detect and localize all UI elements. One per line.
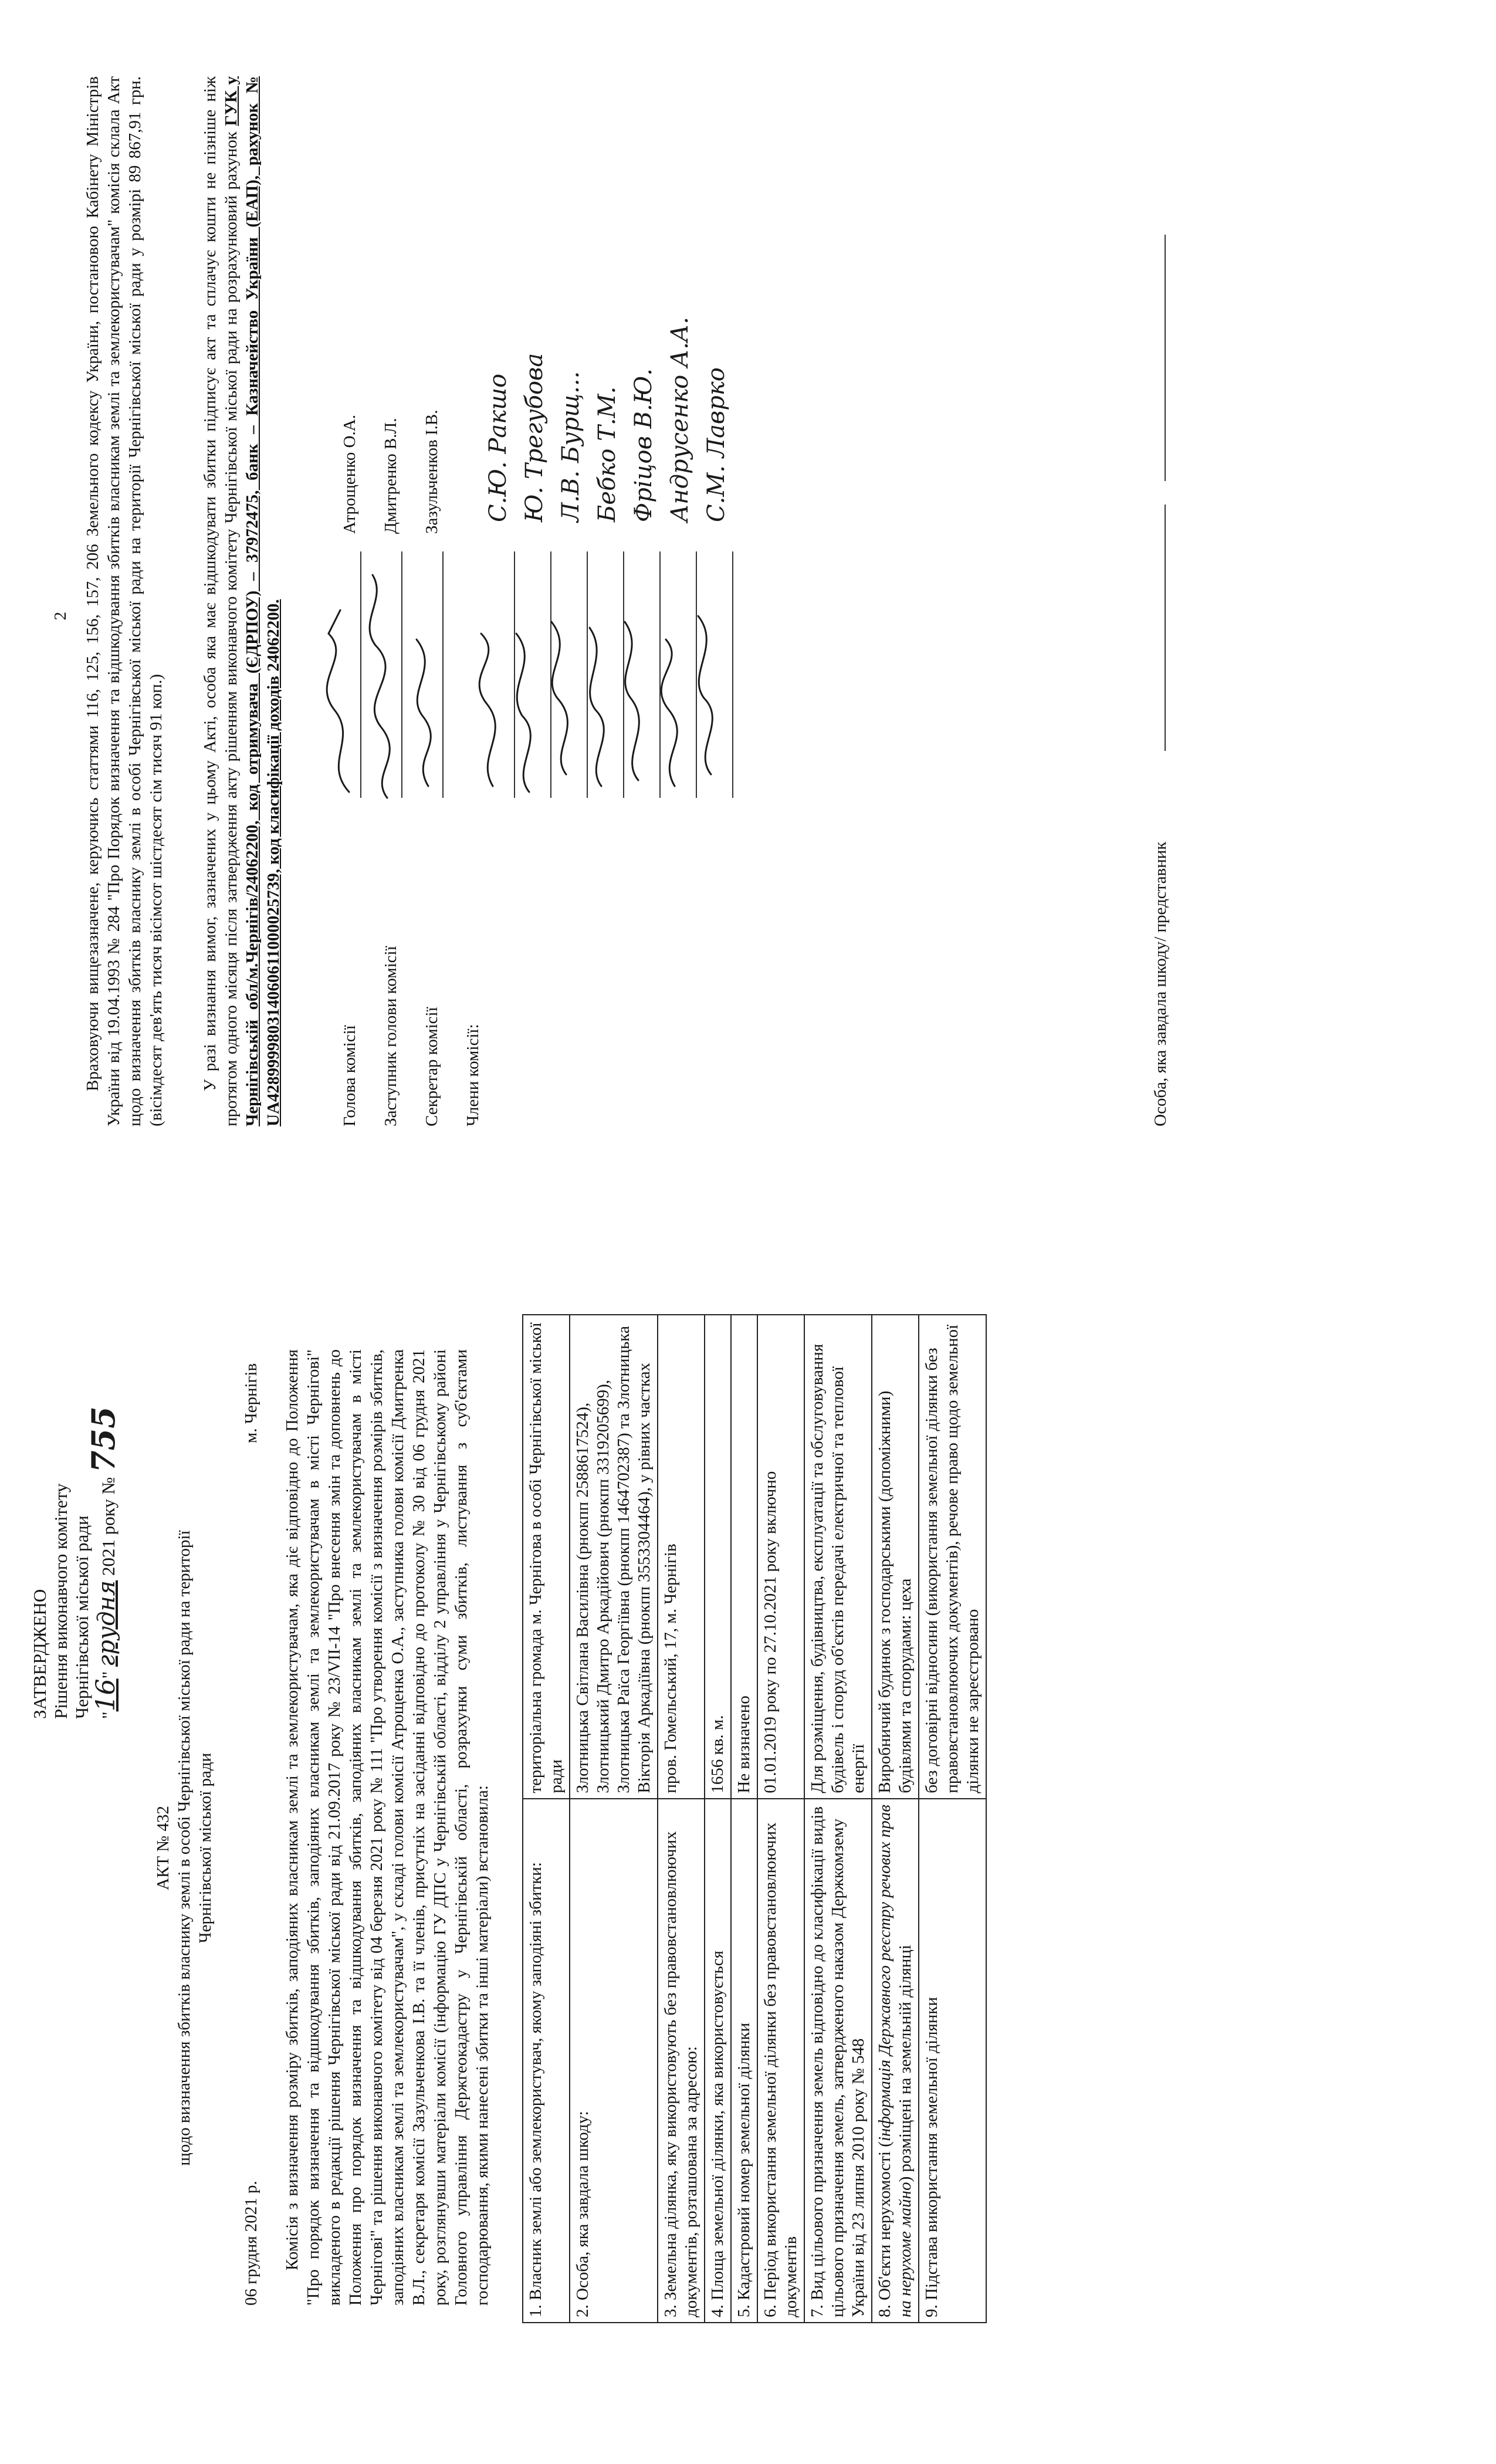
table-row bbox=[705, 1315, 731, 2323]
table-cell-label: 7. Вид цільового призначення земель відповідно до класифікації видів цільового призначення земель, затвердженого наказом Держкомзему України від 23 липня 2010 року № 548 bbox=[804, 1799, 872, 2323]
details-table bbox=[522, 1314, 987, 2323]
table-cell-label: 3. Земельна ділянка, яку використовують без правовстановлюючих документів, розташована за адресою: bbox=[658, 1799, 705, 2323]
table-row bbox=[872, 1315, 919, 2323]
signatures-block bbox=[329, 70, 974, 1126]
member-signature-row: Ю. Трегубова bbox=[517, 153, 554, 798]
table-cell-label: 5. Кадастровий номер земельної ділянки bbox=[731, 1799, 757, 2323]
table-cell-label: 2. Особа, яка завдала шкоду: bbox=[570, 1799, 658, 2323]
table-cell-value: 01.01.2019 року по 27.10.2021 року включно bbox=[757, 1315, 804, 1799]
conclusion-paragraph: Враховуючи вищезазначене, керуючись статтями 116, 125, 156, 157, 206 Земельного кодексу України, постановою Кабінету Міністрів України від 19.04.1993 № 284 "Про Порядок визначення та відшкодування збитків власникам землі та землекористувачам" комісія склала Акт щодо визначення збитків власнику землі в особі Чернігівської міської ради на території Чернігівської міської ради у розмірі 89 867,91 грн. (вісімдесят дев'ять тисяч вісімсот шістдесят сім тисяч 91 коп.) bbox=[83, 76, 165, 1126]
member-signature-1 bbox=[479, 634, 495, 786]
approval-line-1: Рішення виконавчого комітету bbox=[50, 1483, 71, 1719]
approval-number: 755 bbox=[84, 1406, 122, 1473]
approval-month: грудня bbox=[93, 1580, 120, 1667]
approval-block bbox=[29, 1308, 122, 1719]
table-row bbox=[919, 1315, 986, 2323]
handwritten-signatures bbox=[317, 516, 763, 810]
chair-signature bbox=[327, 610, 349, 792]
act-date: 06 грудня 2021 р. bbox=[242, 2181, 260, 2306]
act-city: м. Чернігів bbox=[242, 1363, 260, 1443]
table-row bbox=[757, 1315, 804, 2323]
offender-signature-line bbox=[1165, 505, 1166, 751]
table-cell-value: територіальна громада м. Чернігова в особі Чернігівської міської ради bbox=[523, 1315, 570, 1799]
member-signature-row: Бебко Т.М. bbox=[590, 153, 627, 798]
member-signature-4 bbox=[590, 628, 604, 786]
table-cell-label: 6. Період використання земельної ділянки без правовстановлюючих документів bbox=[757, 1799, 804, 2323]
member-signature-7 bbox=[698, 616, 712, 774]
table-cell-value: Для розміщення, будівництва, експлуатації та обслуговування будівель і споруд об'єктів передачі електричної та теплової енергії bbox=[804, 1315, 872, 1799]
secretary-signature bbox=[417, 639, 431, 786]
signature-row-secretary: Секретар комісії Зазульченков І.В. bbox=[411, 246, 446, 1126]
table-cell-value: Не визначено bbox=[731, 1315, 757, 1799]
member-signature-6 bbox=[661, 639, 677, 786]
approval-year: 2021 року № bbox=[98, 1477, 119, 1576]
table-cell-label: 8. Об'єкти нерухомості (інформація Державного реєстру речових прав на нерухоме майно) розміщені на земельній ділянці bbox=[872, 1799, 919, 2323]
table-cell-label: 4. Площа земельної ділянки, яка використовується bbox=[705, 1799, 731, 2323]
table-cell-value: Злотницька Світлана Василівна (рнокпп 2588617524), Злотницький Дмитро Аркадійович (рнокпп 3319205699), Злотницька Раїса Георгіївна (рнокпп 1464702387) та Злотницька Вікторія Аркадіївна (рнокпп 3553304464), у рівних частках bbox=[570, 1315, 658, 1799]
table-cell-value: 1656 кв. м. bbox=[705, 1315, 731, 1799]
act-title: АКТ № 432 bbox=[154, 1806, 172, 1890]
table-cell-value: пров. Гомельський, 17, м. Чернігів bbox=[658, 1315, 705, 1799]
signature-row-chair: Голова комісії Атрощенко О.А. bbox=[329, 246, 364, 1126]
act-intro: Комісія з визначення розміру збитків, заподіяних власникам землі та землекористувачам, яка діє відповідно до Положення "Про порядок визначення та відшкодування збитків, заподіяних власникам землі та землекористувачам в місті Чернігові" викладеного в редакції рішення Чернігівської міської ради від 21.09.2017 року № 23/VII-14 "Про внесення змін та доповнень до Положення про порядок визначення та відшкодування збитків, заподіяних власникам землі та землекористувачам в місті Чернігові" та рішення виконавчого комітету від 04 березня 2021 року № 111 "Про утворення комісії з визначення розмірів збитків, заподіяних власникам землі та землекористувачам", у складі голови комісії Атрощенка О.А., заступника голови комісії Дмитренка В.Л., секретаря комісії Зазульченкова І.В. та її членів, присутніх на засіданні відповідно до протоколу № 30 від 06 грудня 2021 року, розглянувши матеріали комісії (інформацію ГУ ДПС у Чернігівській області, відділу 2 управління у Чернігівському районі Головного управління Держгеокадастру у Чернігівській області, розрахунки суми збитків, листування з суб'єктами господарювання, якими нанесені збитки та інші матеріали) встановила: bbox=[283, 1349, 492, 2306]
table-row bbox=[570, 1315, 658, 2323]
member-signature-row: Андрусенко А.А. bbox=[663, 153, 699, 798]
member-signature-row: С.Ю. Ракшо bbox=[481, 153, 517, 798]
signature-row-deputy: Заступник голови комісії Дмитренко В.Л. bbox=[370, 246, 405, 1126]
page-one bbox=[0, 1232, 1496, 2464]
member-signature-3 bbox=[551, 622, 567, 774]
table-cell-value: без договірні відносини (використання земельної ділянки без правовстановлюючих документів), речове право щодо земельної ділянки не зареєстровано bbox=[919, 1315, 986, 1799]
approval-line-2: Чернігівської міської ради bbox=[72, 1515, 92, 1719]
approval-title: ЗАТВЕРДЖЕНО bbox=[29, 1589, 50, 1719]
table-row bbox=[523, 1315, 570, 2323]
act-heading bbox=[153, 1349, 216, 2347]
payment-text: У разі визнання вимог, зазначених у цьому Акті, особа яка має відшкодувати збитки підписує акт та сплачує кошти не пізніше ніж протягом одного місяця після затвердження акту рішенням виконавчого комітету Чернігівської міської ради на розрахунковий рахунок bbox=[201, 76, 241, 1126]
member-signature-row: С.М. Лаврко bbox=[699, 153, 736, 798]
approval-day: 16 bbox=[91, 1678, 121, 1712]
approval-date-line: "16" грудня 2021 року № 755 bbox=[84, 1406, 122, 1719]
payment-details: ГУК у Чернігівській обл/м.Чернігів/24062200, код отримувача (ЄДРПОУ) – 37972475, банк – Казначейство України (ЕАП), рахунок № UA428999980314060611000025739, код класифікації доходів 24062200. bbox=[222, 76, 283, 1126]
table-row bbox=[658, 1315, 705, 2323]
deputy-signature bbox=[370, 575, 390, 798]
payment-paragraph bbox=[199, 76, 284, 1126]
member-signature-5 bbox=[625, 622, 639, 780]
table-cell-value: Виробничий будинок з господарськими (допоміжними) будівлями та спорудами: цеха bbox=[872, 1315, 919, 1799]
signature-row-members: Члени комісії: bbox=[463, 1024, 482, 1126]
act-subtitle-2: Чернігівської міської ради bbox=[196, 1752, 215, 1944]
table-cell-label: 1. Власник землі або землекористувач, якому заподіяні збитки: bbox=[523, 1799, 570, 2323]
offender-label: Особа, яка завдала шкоду/ представник bbox=[1151, 841, 1170, 1126]
table-row bbox=[804, 1315, 872, 2323]
member-signature-row: Л.В. Бурщ... bbox=[554, 153, 590, 798]
offender-name-line bbox=[1165, 235, 1166, 481]
page-number: 2 bbox=[51, 611, 70, 621]
member-signature-row: Фріцов В.Ю. bbox=[627, 153, 663, 798]
table-cell-label: 9. Підстава використання земельної ділянки bbox=[919, 1799, 986, 2323]
act-subtitle-1: щодо визначення збитків власнику землі в особі Чернігівської міської ради на території bbox=[175, 1530, 194, 2166]
member-signature-2 bbox=[516, 634, 530, 792]
table-row bbox=[731, 1315, 757, 2323]
